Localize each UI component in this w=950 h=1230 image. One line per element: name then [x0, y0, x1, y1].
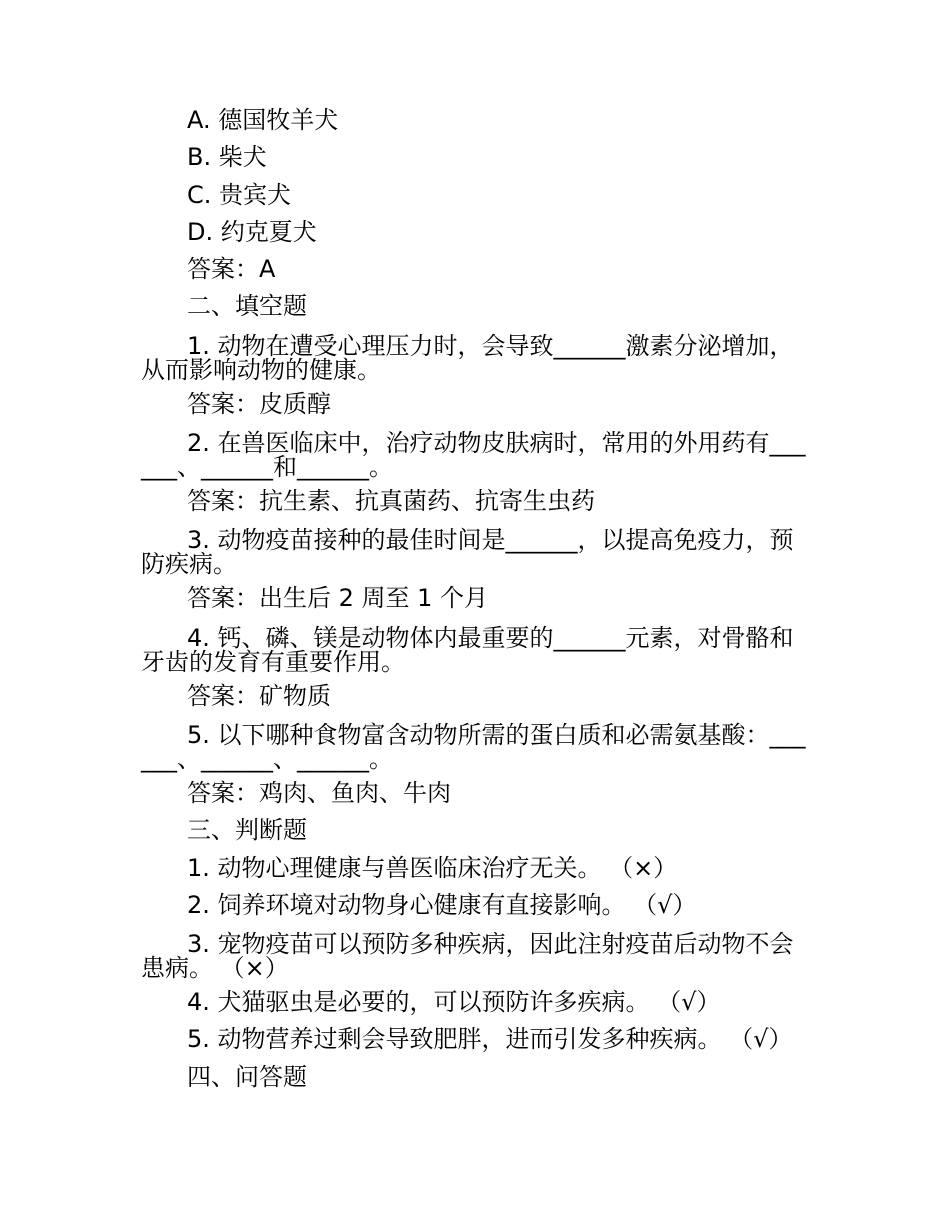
- fill-in-heading: 二、填空题: [187, 292, 307, 321]
- fill-in-answer-3: 答案：出生后 2 周至 1 个月: [187, 584, 489, 613]
- option-d: D. 约克夏犬: [187, 217, 317, 246]
- true-false-question-5: 5. 动物营养过剩会导致肥胖，进而引发多种疾病。 （√）: [187, 1025, 793, 1054]
- fill-in-question-2: 2. 在兽医临床中，治疗动物皮肤病时，常用的外用药有______、______和______。: [141, 429, 806, 482]
- document-body: [141, 102, 813, 1096]
- true-false-question-4: 4. 犬猫驱虫是必要的，可以预防许多疾病。 （√）: [187, 988, 721, 1017]
- option-a: A. 德国牧羊犬: [187, 106, 339, 134]
- fill-in-answer-1: 答案：皮质醇: [187, 389, 331, 418]
- true-false-question-1: 1. 动物心理健康与兽医临床治疗无关。 （×）: [187, 853, 678, 882]
- true-false-question-2: 2. 饲养环境对动物身心健康有直接影响。 （√）: [187, 890, 697, 919]
- fill-in-answer-4: 答案：矿物质: [187, 681, 331, 710]
- fill-in-question-4: 4. 钙、磷、镁是动物体内最重要的______元素，对骨骼和牙齿的发育有重要作用。: [141, 623, 794, 676]
- fill-in-question-1: 1. 动物在遭受心理压力时，会导致______激素分泌增加，从而影响动物的健康。: [141, 331, 794, 384]
- true-false-question-3: 3. 宠物疫苗可以预防多种疾病，因此注射疫苗后动物不会患病。 （×）: [141, 930, 794, 983]
- fill-in-answer-5: 答案：鸡肉、鱼肉、牛肉: [187, 778, 451, 807]
- qa-heading: 四、问答题: [187, 1062, 307, 1091]
- fill-in-question-5: 5. 以下哪种食物富含动物所需的蛋白质和必需氨基酸：______、______、______。: [141, 720, 806, 773]
- fill-in-question-3: 3. 动物疫苗接种的最佳时间是______，以提高免疫力，预防疾病。: [141, 526, 794, 579]
- choice-answer: 答案：A: [187, 255, 276, 284]
- fill-in-answer-2: 答案：抗生素、抗真菌药、抗寄生虫药: [187, 487, 595, 516]
- option-c: C. 贵宾犬: [187, 180, 292, 209]
- option-b: B. 柴犬: [187, 143, 267, 172]
- true-false-heading: 三、判断题: [187, 816, 307, 845]
